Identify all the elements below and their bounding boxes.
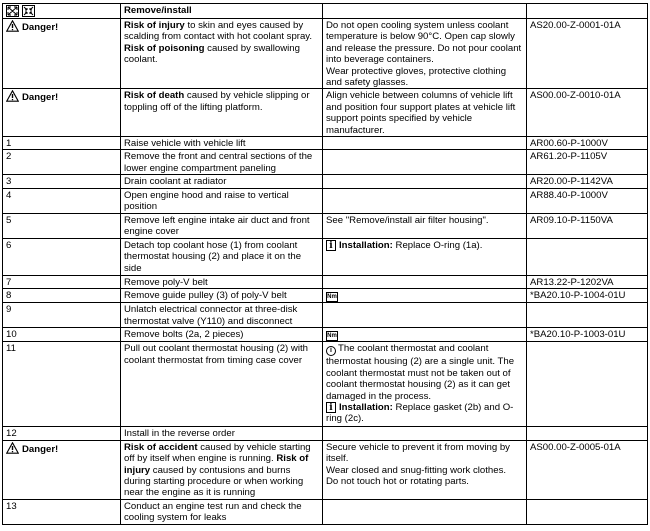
safety-measure: Secure vehicle to prevent it from moving by itself. Wear closed and snug-fitting work clothes. Do not touch hot or rotating parts. [323,440,527,499]
warning-triangle-icon [6,20,19,32]
step-text: Open engine hood and raise to vertical position [121,188,323,213]
header-row [3,4,648,19]
torque-icon[interactable]: Nm [327,294,337,301]
step-note [323,289,527,303]
step-number: 7 [3,275,121,288]
warning-triangle-icon [6,90,19,102]
step-note: i Installation: Replace O-ring (1a). [323,238,527,275]
step-text: Install in the reverse order [121,427,323,440]
note-icon: i [326,346,336,356]
collapse-icon[interactable] [22,5,35,17]
warning-triangle-icon [6,442,19,454]
step-text: Remove poly-V belt [121,275,323,288]
header-icons-cell [3,4,121,19]
header-title: Remove/install [121,4,323,19]
step-number: 5 [3,213,121,238]
reference-link[interactable]: AR61.20-P-1105V [527,150,648,175]
reference-link[interactable]: AS00.00-Z-0010-01A [527,89,648,137]
step-note: See "Remove/install air filter housing". [323,213,527,238]
step-text: Raise vehicle with vehicle lift [121,137,323,150]
danger-label-cell: Danger! [3,89,121,137]
step-number: 4 [3,188,121,213]
info-icon: i [326,240,336,251]
danger-row [3,89,648,137]
table-row [3,289,648,303]
step-number: 3 [3,175,121,188]
step-text: Remove the front and central sections of the lower engine compartment paneling [121,150,323,175]
step-number: 12 [3,427,121,440]
table-row [3,275,648,288]
procedure-table [2,3,648,525]
torque-icon[interactable]: Nm [327,333,337,340]
table-row [3,137,648,150]
safety-measure: Align vehicle between columns of vehicle lift and position four support plates at vehicle lift support points specified by vehicle manufacturer. [323,89,527,137]
reference-link[interactable]: AR20.00-P-1142VA [527,175,648,188]
table-row [3,188,648,213]
expand-icon[interactable] [6,5,19,17]
step-text: Remove bolts (2a, 2 pieces) [121,328,323,342]
reference-link[interactable]: *BA20.10-P-1003-01U [527,328,648,342]
reference-link[interactable]: AR00.60-P-1000V [527,137,648,150]
risk-description: Risk of death caused by vehicle slipping or toppling off of the lifting platform. [121,89,323,137]
step-text: Conduct an engine test run and check the cooling system for leaks [121,499,323,524]
reference-link[interactable]: AR09.10-P-1150VA [527,213,648,238]
step-number: 8 [3,289,121,303]
step-text: Remove left engine intake air duct and front engine cover [121,213,323,238]
table-row [3,342,648,427]
danger-label-cell: Danger! [3,19,121,89]
table-row [3,175,648,188]
risk-description: Risk of injury to skin and eyes caused by scalding from contact with hot coolant spray. Risk of poisoning caused by swallowing coolant. [121,19,323,89]
reference-link[interactable]: AR13.22-P-1202VA [527,275,648,288]
step-text: Remove guide pulley (3) of poly-V belt [121,289,323,303]
step-number: 13 [3,499,121,524]
danger-row [3,19,648,89]
step-text: Pull out coolant thermostat housing (2) with coolant thermostat from timing case cover [121,342,323,427]
info-icon: i [326,402,336,413]
step-number: 1 [3,137,121,150]
reference-link[interactable]: *BA20.10-P-1004-01U [527,289,648,303]
step-number: 11 [3,342,121,427]
table-row [3,328,648,342]
danger-row [3,440,648,499]
risk-description: Risk of accident caused by vehicle starting off by itself when engine is running. Risk of injury caused by contusions and burns during starting procedure or when working near the engine as it is running [121,440,323,499]
step-text: Unlatch electrical connector at three-disk thermostat valve (Y110) and disconnect [121,303,323,328]
table-row [3,499,648,524]
step-text: Drain coolant at radiator [121,175,323,188]
step-number: 6 [3,238,121,275]
reference-link[interactable]: AR88.40-P-1000V [527,188,648,213]
step-note [323,328,527,342]
step-number: 9 [3,303,121,328]
table-row [3,427,648,440]
step-number: 10 [3,328,121,342]
reference-link[interactable]: AS20.00-Z-0001-01A [527,19,648,89]
step-note: i The coolant thermostat and coolant thermostat housing (2) are a single unit. The coolant thermostat must not be taken out of coolant thermostat housing (2) as it can get damaged in the process. i Installation: Replace gasket (2b) and O-ring (2c). [323,342,527,427]
reference-link[interactable]: AS00.00-Z-0005-01A [527,440,648,499]
danger-label-cell: Danger! [3,440,121,499]
table-row [3,238,648,275]
table-row [3,150,648,175]
safety-measure: Do not open cooling system unless coolant temperature is below 90°C. Open cap slowly and release the pressure. Do not pour coolant into beverage containers. Wear protective gloves, protective clothing and safety glasses. [323,19,527,89]
step-text: Detach top coolant hose (1) from coolant thermostat housing (2) and place it on the side [121,238,323,275]
step-number: 2 [3,150,121,175]
table-row [3,303,648,328]
table-row [3,213,648,238]
